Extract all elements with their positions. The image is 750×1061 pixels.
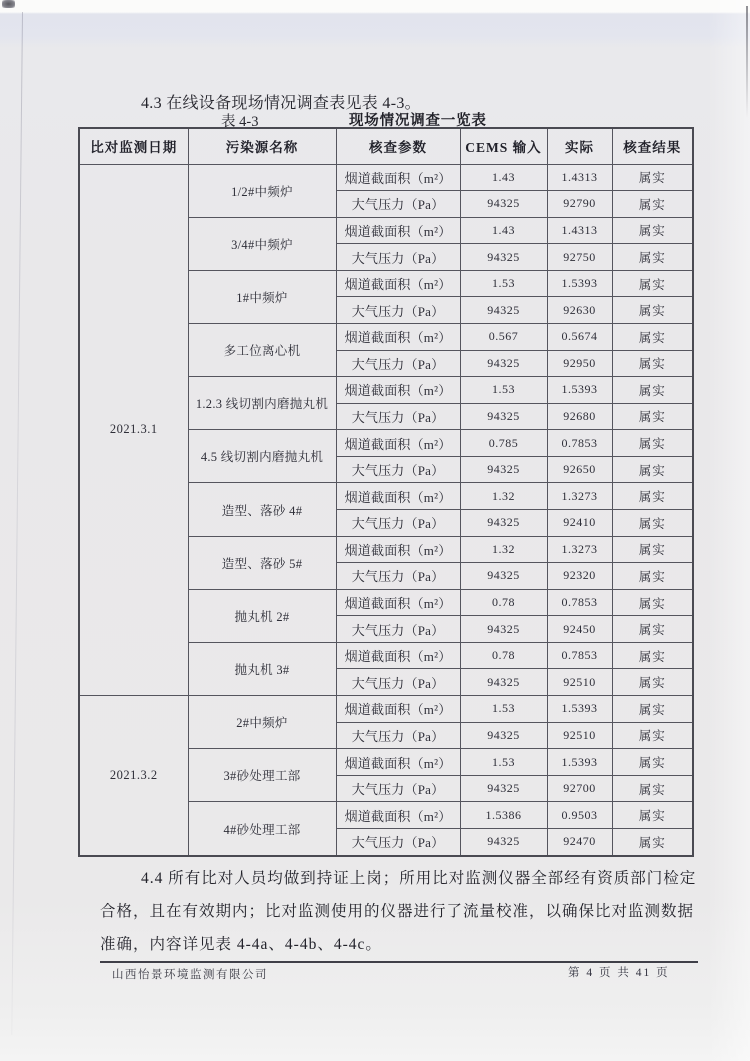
actual-value-cell: 0.7853 [547, 430, 612, 457]
cems-input-cell: 1.5386 [460, 802, 547, 829]
result-cell: 属实 [612, 802, 693, 829]
actual-value-cell: 1.3273 [547, 483, 612, 510]
result-cell: 属实 [612, 244, 693, 271]
param-cell: 大气压力（Pa） [336, 244, 460, 271]
actual-value-cell: 1.3273 [547, 536, 612, 563]
param-cell: 烟道截面积（m²） [336, 164, 460, 191]
result-cell: 属实 [612, 616, 693, 643]
cems-input-cell: 1.43 [460, 164, 547, 191]
column-header: 污染源名称 [188, 128, 336, 164]
param-cell: 大气压力（Pa） [336, 616, 460, 643]
param-cell: 烟道截面积（m²） [336, 430, 460, 457]
cems-input-cell: 94325 [460, 297, 547, 324]
actual-value-cell: 0.9503 [547, 802, 612, 829]
result-cell: 属实 [612, 164, 693, 191]
result-cell: 属实 [612, 297, 693, 324]
table-row [79, 696, 693, 723]
param-cell: 烟道截面积（m²） [336, 749, 460, 776]
cems-input-cell: 0.785 [460, 430, 547, 457]
result-cell: 属实 [612, 270, 693, 297]
result-cell: 属实 [612, 589, 693, 616]
result-cell: 属实 [612, 828, 693, 856]
actual-value-cell: 92680 [547, 403, 612, 430]
actual-value-cell: 92450 [547, 616, 612, 643]
pollution-source-cell: 1/2#中频炉 [188, 164, 336, 217]
actual-value-cell: 1.4313 [547, 217, 612, 244]
param-cell: 大气压力（Pa） [336, 722, 460, 749]
cems-input-cell: 94325 [460, 775, 547, 802]
scan-edge-highlight [708, 0, 750, 1061]
result-cell: 属实 [612, 456, 693, 483]
result-cell: 属实 [612, 483, 693, 510]
result-cell: 属实 [612, 536, 693, 563]
actual-value-cell: 92750 [547, 244, 612, 271]
param-cell: 烟道截面积（m²） [336, 696, 460, 723]
cems-input-cell: 1.53 [460, 270, 547, 297]
section-4-4-line3: 准确，内容详见表 4-4a、4-4b、4-4c。 [100, 936, 382, 953]
param-cell: 烟道截面积（m²） [336, 217, 460, 244]
param-cell: 大气压力（Pa） [336, 775, 460, 802]
param-cell: 大气压力（Pa） [336, 403, 460, 430]
result-cell: 属实 [612, 563, 693, 590]
footer-rule [100, 961, 698, 963]
pollution-source-cell: 1.2.3 线切割内磨抛丸机 [188, 377, 336, 430]
column-header: CEMS 输入 [460, 128, 547, 164]
result-cell: 属实 [612, 350, 693, 377]
table-caption-label: 表 4-3 [221, 114, 259, 130]
cems-input-cell: 94325 [460, 616, 547, 643]
param-cell: 大气压力（Pa） [336, 669, 460, 696]
actual-value-cell: 1.5393 [547, 377, 612, 404]
result-cell: 属实 [612, 403, 693, 430]
result-cell: 属实 [612, 775, 693, 802]
actual-value-cell: 1.5393 [547, 749, 612, 776]
pollution-source-cell: 造型、落砂 5# [188, 536, 336, 589]
cems-input-cell: 0.78 [460, 642, 547, 669]
section-4-4-line1: 4.4 所有比对人员均做到持证上岗；所用比对监测仪器全部经有资质部门检定 [141, 870, 697, 887]
footer-company-name: 山西怡景环境监测有限公司 [112, 969, 268, 981]
param-cell: 烟道截面积（m²） [336, 270, 460, 297]
column-header: 核查参数 [336, 128, 460, 164]
cems-input-cell: 94325 [460, 191, 547, 218]
table-header [79, 128, 693, 164]
actual-value-cell: 92630 [547, 297, 612, 324]
column-header: 比对监测日期 [79, 128, 188, 164]
param-cell: 大气压力（Pa） [336, 297, 460, 324]
cems-input-cell: 1.43 [460, 217, 547, 244]
actual-value-cell: 92410 [547, 510, 612, 537]
result-cell: 属实 [612, 377, 693, 404]
param-cell: 烟道截面积（m²） [336, 483, 460, 510]
cems-input-cell: 94325 [460, 828, 547, 856]
pollution-source-cell: 4#砂处理工部 [188, 802, 336, 856]
cems-input-cell: 1.53 [460, 696, 547, 723]
pollution-source-cell: 3/4#中频炉 [188, 217, 336, 270]
actual-value-cell: 0.7853 [547, 642, 612, 669]
param-cell: 烟道截面积（m²） [336, 377, 460, 404]
scan-right-edge-shadow [746, 6, 748, 118]
section-4-4-line2: 合格，且在有效期内；比对监测使用的仪器进行了流量校准，以确保比对监测数据 [100, 903, 695, 920]
table-row [79, 164, 693, 191]
actual-value-cell: 0.5674 [547, 323, 612, 350]
column-header: 核查结果 [612, 128, 693, 164]
cems-input-cell: 0.567 [460, 323, 547, 350]
param-cell: 大气压力（Pa） [336, 350, 460, 377]
param-cell: 烟道截面积（m²） [336, 802, 460, 829]
actual-value-cell: 1.5393 [547, 270, 612, 297]
pollution-source-cell: 造型、落砂 4# [188, 483, 336, 536]
actual-value-cell: 92510 [547, 669, 612, 696]
param-cell: 大气压力（Pa） [336, 828, 460, 856]
param-cell: 烟道截面积（m²） [336, 642, 460, 669]
cems-input-cell: 94325 [460, 669, 547, 696]
actual-value-cell: 92320 [547, 563, 612, 590]
actual-value-cell: 92790 [547, 191, 612, 218]
param-cell: 大气压力（Pa） [336, 563, 460, 590]
result-cell: 属实 [612, 510, 693, 537]
result-cell: 属实 [612, 430, 693, 457]
cems-input-cell: 94325 [460, 563, 547, 590]
result-cell: 属实 [612, 749, 693, 776]
result-cell: 属实 [612, 722, 693, 749]
monitoring-date-cell: 2021.3.1 [79, 164, 188, 696]
cems-input-cell: 0.78 [460, 589, 547, 616]
pollution-source-cell: 多工位离心机 [188, 323, 336, 376]
actual-value-cell: 92950 [547, 350, 612, 377]
table-caption-title: 现场情况调查一览表 [349, 113, 487, 129]
table-body [79, 164, 693, 856]
cems-input-cell: 94325 [460, 244, 547, 271]
monitoring-date-cell: 2021.3.2 [79, 696, 188, 856]
section-4-3-heading: 4.3 在线设备现场情况调查表见表 4-3。 [141, 95, 421, 112]
result-cell: 属实 [612, 696, 693, 723]
cems-input-cell: 1.53 [460, 377, 547, 404]
pollution-source-cell: 抛丸机 3# [188, 642, 336, 695]
actual-value-cell: 0.7853 [547, 589, 612, 616]
footer-page-number: 第 4 页 共 41 页 [568, 967, 670, 979]
result-cell: 属实 [612, 323, 693, 350]
actual-value-cell: 1.4313 [547, 164, 612, 191]
scan-corner-smudge [2, 0, 15, 8]
pollution-source-cell: 3#砂处理工部 [188, 749, 336, 802]
result-cell: 属实 [612, 642, 693, 669]
result-cell: 属实 [612, 669, 693, 696]
site-survey-table [78, 127, 694, 857]
scan-fold-line [11, 12, 23, 1035]
param-cell: 大气压力（Pa） [336, 191, 460, 218]
pollution-source-cell: 抛丸机 2# [188, 589, 336, 642]
cems-input-cell: 94325 [460, 403, 547, 430]
table-header-row [79, 128, 693, 164]
param-cell: 烟道截面积（m²） [336, 536, 460, 563]
pollution-source-cell: 1#中频炉 [188, 270, 336, 323]
cems-input-cell: 94325 [460, 722, 547, 749]
cems-input-cell: 1.32 [460, 483, 547, 510]
cems-input-cell: 1.53 [460, 749, 547, 776]
actual-value-cell: 92470 [547, 828, 612, 856]
param-cell: 大气压力（Pa） [336, 510, 460, 537]
result-cell: 属实 [612, 191, 693, 218]
pollution-source-cell: 4.5 线切割内磨抛丸机 [188, 430, 336, 483]
cems-input-cell: 94325 [460, 350, 547, 377]
pollution-source-cell: 2#中频炉 [188, 696, 336, 749]
cems-input-cell: 94325 [460, 456, 547, 483]
actual-value-cell: 92650 [547, 456, 612, 483]
actual-value-cell: 92700 [547, 775, 612, 802]
param-cell: 烟道截面积（m²） [336, 323, 460, 350]
column-header: 实际 [547, 128, 612, 164]
actual-value-cell: 1.5393 [547, 696, 612, 723]
param-cell: 烟道截面积（m²） [336, 589, 460, 616]
cems-input-cell: 94325 [460, 510, 547, 537]
param-cell: 大气压力（Pa） [336, 456, 460, 483]
actual-value-cell: 92510 [547, 722, 612, 749]
cems-input-cell: 1.32 [460, 536, 547, 563]
result-cell: 属实 [612, 217, 693, 244]
